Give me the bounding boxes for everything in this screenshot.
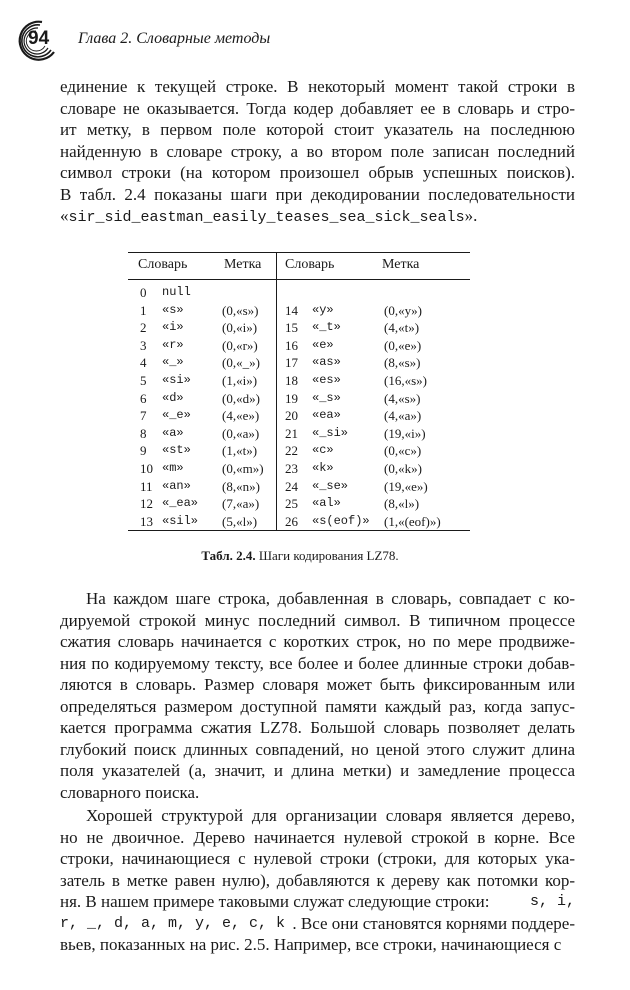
caption-text: Шаги кодирования LZ78. — [258, 548, 399, 563]
text-line: глубокий поиск длинных совпадений, но ценой этого служит длина — [60, 739, 575, 759]
text-line: строки, начинающиеся с нулевой строки (строки, для которых ука- — [60, 849, 575, 868]
table-cell-token: (0,«i») — [222, 320, 258, 336]
table-cell-entry: «e» — [312, 337, 334, 352]
paragraph-3 — [60, 805, 575, 956]
text-segment: ня. В нашем примере таковыми служат следующие строки: — [60, 892, 490, 911]
table-cell-n: 23 — [285, 461, 298, 476]
table-cell-entry: «_» — [162, 355, 184, 370]
text-line: единение к текущей строке. В некоторый момент такой строки в — [60, 77, 575, 96]
table-cell-entry: «r» — [162, 337, 184, 352]
table-cell-n: 17 — [285, 355, 298, 371]
table-cell-n: 11 — [140, 478, 153, 494]
text-line: кается программа сжатия LZ78. Большой словарь позволяет делать — [60, 718, 575, 737]
table-cell-n: 22 — [285, 443, 298, 459]
text-line: вьев, показанных на рис. 2.5. Например, все строки, начинающиеся с — [60, 935, 562, 954]
table-cell-entry: «an» — [162, 478, 191, 493]
sequence-line — [60, 205, 575, 227]
table-cell-entry: «ea» — [312, 408, 341, 423]
table-column-divider — [276, 252, 277, 531]
table-cell-token: (7,«a») — [222, 496, 260, 512]
table-cell-token: (0,«a») — [222, 425, 260, 441]
text-line: затель в метке равен нулю), добавляются к дереву как потомки кор- — [60, 870, 575, 890]
table-cell-token: (0,«m») — [222, 461, 264, 476]
table-cell-entry: «sil» — [162, 513, 199, 528]
table-cell-n: 4 — [140, 355, 147, 371]
table-cell-n: 6 — [140, 390, 147, 406]
table-cell-n: 24 — [285, 478, 298, 494]
text-line: дируемой строкой минус последний символ. В типичном процессе — [60, 610, 575, 630]
table-cell-token: (4,«s») — [384, 390, 421, 406]
table-cell-entry: «s(eof)» — [312, 513, 370, 528]
text-line: В табл. 2.4 показаны шаги при декодировании последовательности — [60, 184, 575, 204]
lz78-table — [128, 252, 470, 532]
text-line: ит метку, в первом поле которой стоит указатель на последнюю — [60, 120, 575, 139]
table-cell-n: 16 — [285, 337, 298, 353]
table-cell-entry: «_t» — [312, 320, 341, 335]
table-cell-entry: «i» — [162, 320, 184, 335]
quote-open: « — [60, 206, 69, 225]
table-cell-n: 1 — [140, 302, 147, 318]
page-number: 94 — [28, 28, 50, 49]
table-cell-n: 18 — [285, 373, 298, 388]
caption-label: Табл. 2.4. — [201, 548, 256, 563]
table-cell-entry: «st» — [162, 443, 191, 458]
text-line: сжатия словарь начинается с коротких строк, но по мере продвиже- — [60, 632, 575, 651]
table-cell-token: (0,«d») — [222, 390, 260, 406]
table-cell-token: (0,«k») — [384, 461, 422, 476]
header-token-left: Метка — [224, 257, 262, 272]
table-cell-entry: «c» — [312, 443, 334, 458]
table-cell-token: (1,«i») — [222, 373, 258, 388]
table-cell-n: 14 — [285, 302, 298, 318]
table-cell-token: (0,«y») — [384, 302, 422, 318]
sequence-code: sir_sid_eastman_easily_teases_sea_sick_seals — [68, 209, 465, 226]
text-line: ляются в словарь. Размер словаря может быть фиксированным или — [60, 675, 575, 694]
table-cell-n: 9 — [140, 443, 147, 459]
table-cell-n: 13 — [140, 513, 153, 529]
quote-close: ». — [464, 206, 478, 225]
table-cell-token: (19,«i») — [384, 425, 426, 441]
text-line: ния по кодируемому тексту, все более и более длинные строки добав- — [60, 653, 575, 673]
table-cell-n: 3 — [140, 337, 147, 353]
table-cell-n: 0 — [140, 285, 147, 300]
table-bottom-rule — [128, 530, 470, 531]
text-line: символ строки (на котором произошел обрыв успешных поисков). — [60, 163, 575, 182]
table-cell-entry: «_s» — [312, 390, 341, 405]
table-cell-entry: «si» — [162, 373, 191, 387]
table-cell-entry: null — [162, 285, 191, 299]
header-dictionary-right: Словарь — [285, 257, 335, 272]
table-cell-entry: «_e» — [162, 408, 191, 423]
table-cell-token: (8,«l») — [384, 496, 420, 512]
table-cell-token: (0,«r») — [222, 337, 258, 353]
table-cell-entry: «_ea» — [162, 496, 199, 511]
table-caption — [0, 548, 600, 564]
table-top-rule — [128, 252, 470, 253]
text-line: словаре не оказывается. Тогда кодер добавляет ее в словарь и стро- — [60, 98, 575, 118]
table-cell-entry: «m» — [162, 461, 184, 475]
table-header-rule — [128, 279, 470, 280]
table-cell-entry: «k» — [312, 461, 334, 475]
table-cell-entry: «s» — [162, 302, 184, 317]
table-cell-entry: «y» — [312, 302, 334, 317]
table-cell-token: (0,«e») — [384, 337, 422, 353]
table-cell-entry: «_si» — [312, 425, 349, 440]
table-cell-entry: «as» — [312, 355, 341, 370]
table-cell-token: (19,«e») — [384, 478, 428, 494]
table-cell-token: (1,«(eof)») — [384, 513, 441, 529]
table-cell-entry: «d» — [162, 390, 184, 405]
table-cell-n: 26 — [285, 513, 298, 529]
text-line — [60, 913, 575, 935]
table-cell-n: 7 — [140, 408, 147, 424]
table-cell-token: (5,«l») — [222, 513, 258, 529]
table-cell-n: 10 — [140, 461, 153, 476]
table-cell-n: 19 — [285, 390, 298, 406]
running-header: Глава 2. Словарные методы — [78, 30, 271, 47]
text-line: найденную в словаре строку, а во втором поле записан последний — [60, 141, 575, 161]
table-cell-entry: «al» — [312, 496, 341, 511]
table-cell-n: 12 — [140, 496, 153, 512]
table-cell-n: 20 — [285, 408, 298, 424]
header-token-right: Метка — [382, 257, 420, 272]
paragraph-1 — [60, 76, 575, 227]
text-line: словарного поиска. — [60, 782, 200, 802]
table-cell-token: (8,«s») — [384, 355, 421, 371]
text-line: поля указателей (а, значит, и длина метки) и замедление процесса — [60, 761, 575, 780]
text-line: но не двоичное. Дерево начинается нулевой строкой в корне. Все — [60, 827, 575, 847]
text-segment: . Все они становятся корнями поддере- — [292, 913, 575, 933]
root-strings: r, _, d, a, m, y, e, c, k — [60, 914, 286, 932]
table-cell-token: (4,«t») — [384, 320, 420, 336]
text-line — [60, 891, 575, 913]
table-cell-n: 2 — [140, 320, 147, 336]
table-cell-token: (0,«s») — [222, 302, 259, 318]
table-cell-token: (4,«a») — [384, 408, 422, 424]
table-cell-token: (0,«_») — [222, 355, 260, 371]
table-cell-n: 5 — [140, 373, 147, 388]
table-cell-token: (8,«n») — [222, 478, 260, 494]
table-cell-token: (4,«e») — [222, 408, 260, 424]
root-strings: s, i, — [529, 893, 575, 910]
table-cell-entry: «a» — [162, 425, 184, 440]
header-dictionary-left: Словарь — [138, 257, 188, 272]
table-cell-n: 8 — [140, 425, 147, 441]
text-line: Хорошей структурой для организации словаря является дерево, — [86, 806, 575, 825]
text-line: определяться размером доступной памяти каждый раз, когда запус- — [60, 696, 575, 716]
table-cell-n: 25 — [285, 496, 298, 512]
paragraph-2 — [60, 588, 575, 803]
table-cell-entry: «es» — [312, 373, 341, 387]
table-cell-token: (16,«s») — [384, 373, 427, 388]
table-cell-token: (0,«c») — [384, 443, 422, 459]
table-cell-entry: «_se» — [312, 478, 349, 493]
table-cell-n: 15 — [285, 320, 298, 336]
text-line: На каждом шаге строка, добавленная в словарь, совпадает с ко- — [86, 589, 575, 608]
table-cell-n: 21 — [285, 425, 298, 441]
table-cell-token: (1,«t») — [222, 443, 258, 459]
